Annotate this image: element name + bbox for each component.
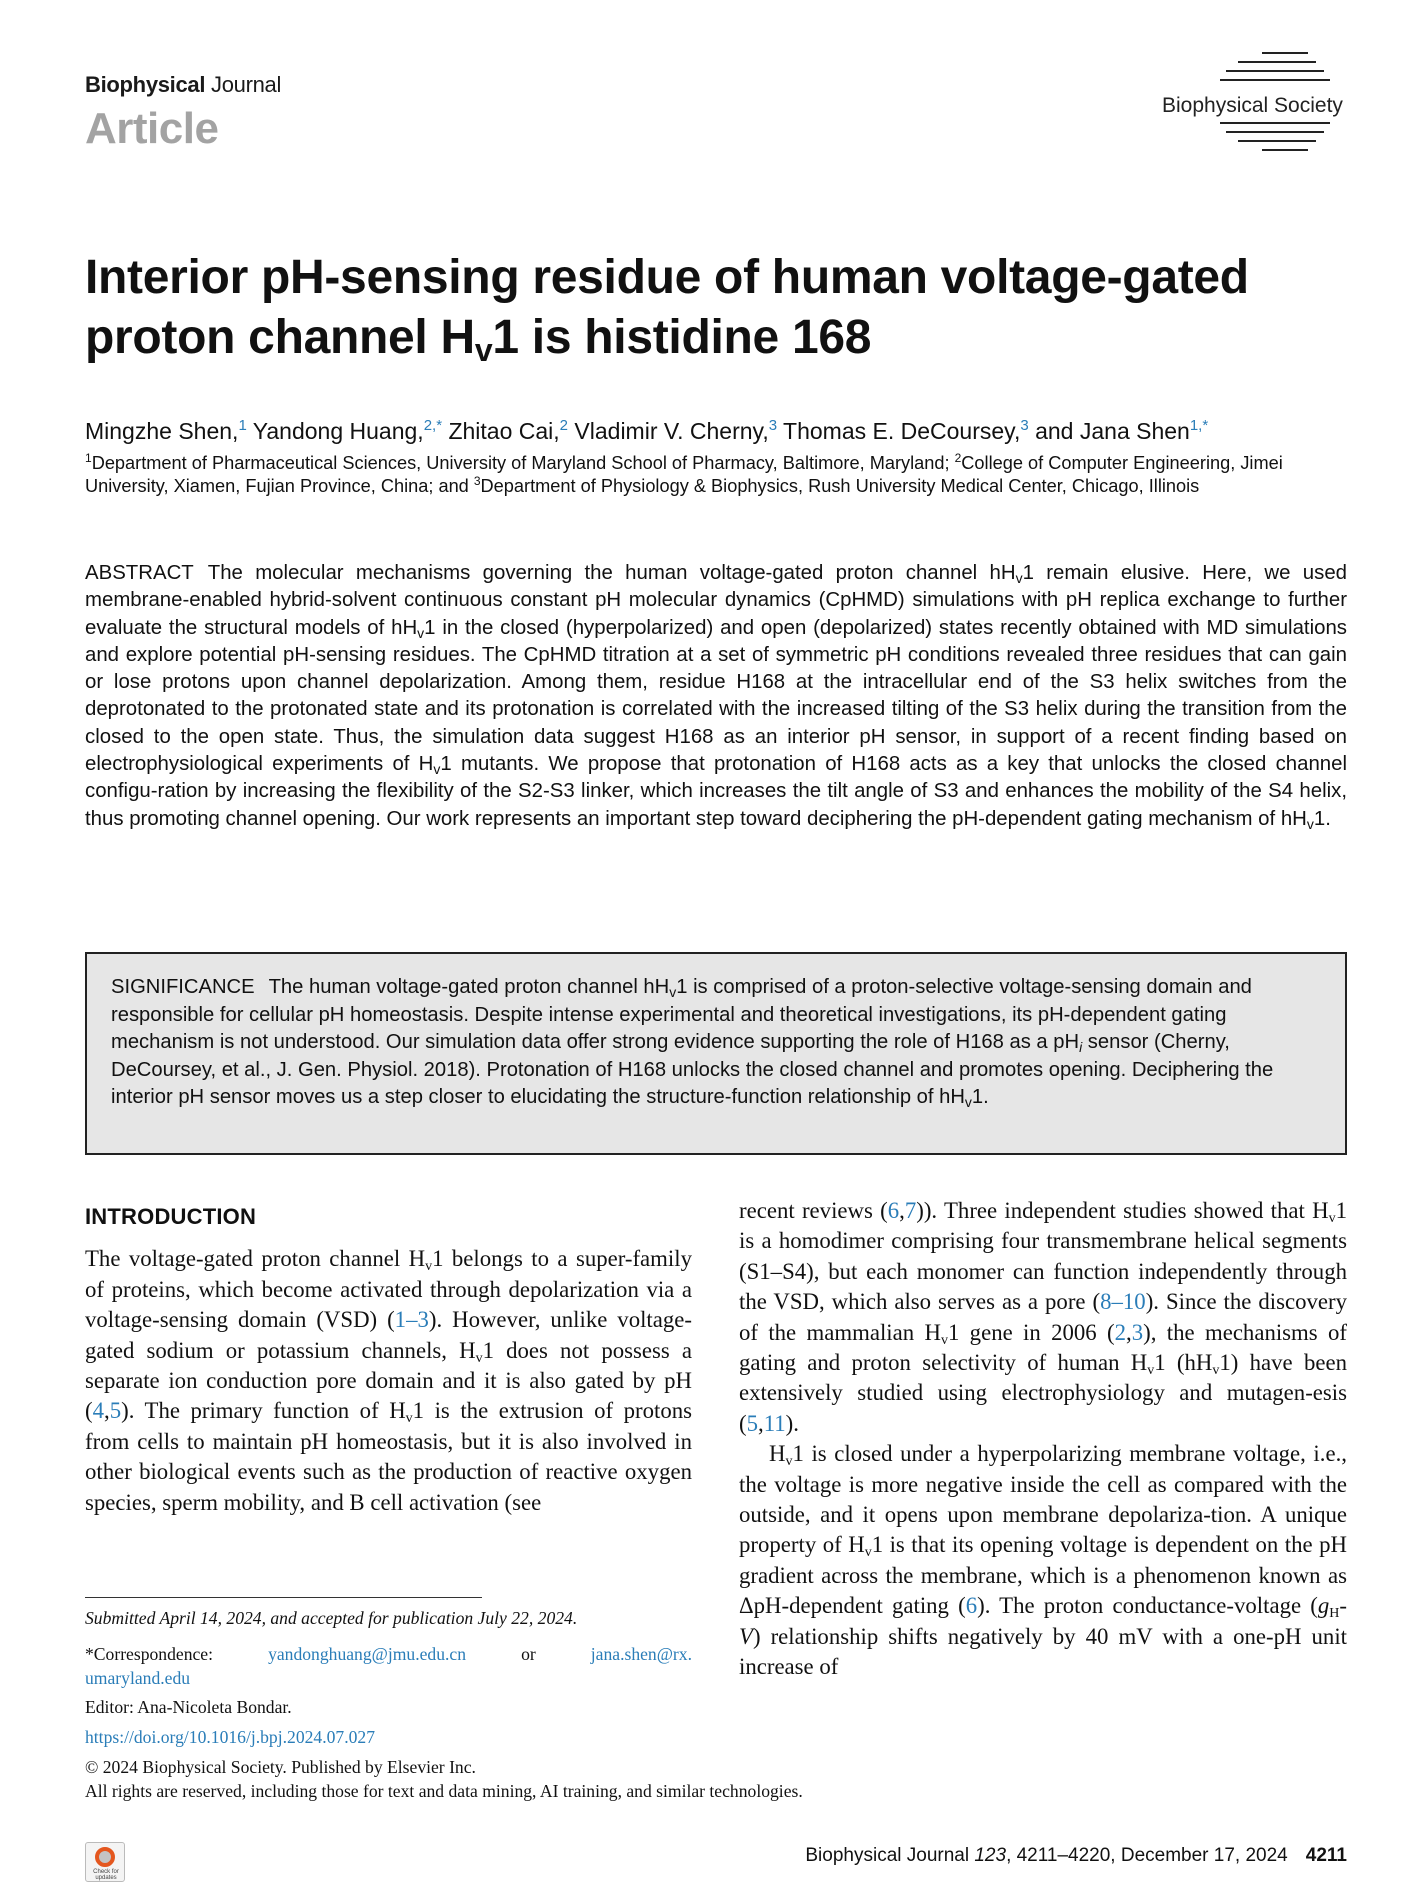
- significance-box: [85, 952, 1347, 1155]
- correspondence-note: [85, 1642, 692, 1690]
- text: 1 is closed under a hyperpolarizing membrane voltage, i.e., the voltage is more negative inside the cell as compared with the outside, and it opens upon membrane depolariza-tion. A unique property of H: [739, 1441, 1347, 1558]
- significance-text: [111, 974, 1326, 1112]
- reference-link[interactable]: 6: [965, 1593, 978, 1619]
- email-link[interactable]: jana.shen@rx.: [590, 1644, 692, 1664]
- text: 1 is the extrusion of protons from cells to maintain pH homeostasis, but it is also involved in other biological events such as the production of reactive oxygen species, sperm mobility, and B cell activation (see: [85, 1398, 692, 1515]
- text: ). The proton conductance-voltage (: [977, 1593, 1318, 1619]
- author-affiliation-link[interactable]: 2,*: [423, 417, 443, 434]
- text: 1 gene in 2006 (: [947, 1319, 1115, 1345]
- doi-link-container: [85, 1727, 375, 1748]
- copyright-note: © 2024 Biophysical Society. Published by Elsevier Inc.: [85, 1757, 476, 1777]
- abstract-label: ABSTRACT: [85, 562, 194, 584]
- subscript: v: [475, 1350, 483, 1366]
- correspondence-label: *Correspondence:: [85, 1644, 214, 1664]
- subscript: v: [964, 1094, 972, 1111]
- affiliation-marker: 1: [85, 451, 92, 465]
- text: 1 is that its opening voltage is dependent on the pH gradient across the membrane, which is a phenomenon known as ΔpH-dependent gating (: [739, 1532, 1347, 1619]
- affiliation-marker: 3: [473, 474, 481, 488]
- subscript: v: [405, 1411, 413, 1427]
- subscript: v: [1306, 815, 1314, 832]
- reference-link[interactable]: 4: [92, 1398, 104, 1424]
- footer-pages: , 4211–4220, December 17, 2024: [1006, 1845, 1288, 1866]
- footnote-divider: [85, 1597, 482, 1598]
- author-name: Vladimir V. Cherny,: [568, 418, 769, 444]
- intro-paragraph: The voltage-gated proton channel $H_v1$ belongs to a super-family of proteins, which become activated through depolarization via a voltage-sensing domain (VSD) (1–3). However, unlike voltage-gated sodium or potassium channels, $H_v1$ does not possess a separate ion conduction pore domain and it is also gated by pH (4,5). The primary function of $H_v1$ is the extrusion of protons from cells to maintain pH homeostasis, but it is also involved in other biological events such as the production of reactive oxygen species, sperm mobility, and B cell activation (see: [85, 1246, 692, 1515]
- affiliation-text: Department of Physiology & Biophysics, Rush University Medical Center, Chicago, Illinois: [480, 476, 1200, 496]
- abstract-text: 1.: [1313, 807, 1331, 830]
- significance-fragment: sensor (Cherny, DeCoursey, et al., J. Gen. Physiol. 2018). Protonation of H168 unlocks the closed channel and promotes opening. Deciphering the interior pH sensor moves us a step closer to elucidating the structure-function relationship of hH: [111, 1031, 1274, 1109]
- author-name: and Jana Shen: [1028, 418, 1190, 444]
- author-list: [85, 418, 1375, 445]
- subscript: v: [1147, 1363, 1155, 1379]
- reference-link[interactable]: 11: [763, 1410, 786, 1436]
- journal-name: [85, 72, 281, 98]
- text: ). However, unlike voltage-gated sodium or potassium channels, H: [85, 1307, 692, 1363]
- author-name: Yandong Huang,: [246, 418, 424, 444]
- significance-fragment: 1.: [971, 1086, 989, 1109]
- footer-volume: 123: [974, 1845, 1007, 1866]
- reference-link[interactable]: 7: [904, 1198, 917, 1223]
- title-subscript: v: [474, 332, 493, 368]
- author-name: Mingzhe Shen,: [85, 418, 239, 444]
- author-affiliation-link[interactable]: 1: [238, 417, 247, 434]
- subscript: v: [425, 1259, 433, 1275]
- society-name: Biophysical Society: [1158, 94, 1347, 118]
- text: ). The primary function of H: [121, 1398, 406, 1424]
- title-line-1: Interior pH-sensing residue of human voltage-gated: [85, 251, 1249, 304]
- email-link[interactable]: umaryland.edu: [85, 1668, 191, 1688]
- reference-link[interactable]: 3: [1131, 1319, 1144, 1345]
- page-number: 4211: [1305, 1845, 1347, 1866]
- text: 1 belongs to a super-family of proteins, which become activated through depolarization via a voltage-sensing domain (VSD) (: [85, 1246, 692, 1333]
- subscript: v: [1015, 570, 1023, 586]
- text: 1 does not possess a separate ion conduction pore domain and it is also gated by pH (: [85, 1337, 692, 1424]
- text: recent reviews (: [739, 1198, 888, 1223]
- subscript: v: [785, 1454, 793, 1470]
- significance-fragment: The human voltage-gated proton channel hH: [268, 976, 670, 998]
- subscript: v: [669, 984, 677, 1000]
- reference-link[interactable]: 2: [1114, 1319, 1127, 1345]
- text: g: [1317, 1593, 1330, 1619]
- reference-link[interactable]: 5: [109, 1398, 122, 1424]
- email-link[interactable]: yandonghuang@jmu.edu.cn: [268, 1644, 467, 1664]
- reference-link[interactable]: 6: [887, 1198, 900, 1223]
- introduction-right-column: [739, 1196, 1347, 1683]
- intro-paragraph: [739, 1439, 1347, 1682]
- abstract-text: 1 remain elusive. Here, we used membrane-enabled hybrid-solvent continuous constant pH molecular dynamics (CpHMD) simulations with pH replica exchange to further evaluate the structural models of hH: [85, 562, 1348, 639]
- subscript: i: [1079, 1039, 1083, 1056]
- abstract-text: The molecular mechanisms governing the human voltage-gated proton channel hH: [207, 562, 1016, 584]
- affiliation-text: Department of Pharmaceutical Sciences, University of Maryland School of Pharmacy, Baltimore, Maryland;: [91, 453, 955, 473]
- text: -V: [739, 1593, 1347, 1649]
- check-for-updates-badge[interactable]: [85, 1842, 125, 1882]
- subscript: v: [433, 761, 441, 778]
- abstract-text: 1 mutants. We propose that protonation of H168 acts as a key that unlocks the closed channel configu-ration by increasing the flexibility of the S2-S3 linker, which increases the tilt angle of S3 and enhances the mobility of the S4 helix, thus promoting channel opening. Our work represents an important step toward deciphering the pH-dependent gating mechanism of hH: [85, 753, 1347, 830]
- introduction-heading: INTRODUCTION: [85, 1204, 257, 1229]
- significance-fragment: 1 is comprised of a proton-selective voltage-sensing domain and responsible for cellular pH homeostasis. Despite intense experimental and theoretical investigations, its pH-dependent gating mechanism is not understood. Our simulation data offer strong evidence supporting the role of H168 as a pH: [111, 976, 1252, 1054]
- subscript: H: [1329, 1606, 1340, 1622]
- journal-name-bold: Biophysical: [85, 72, 206, 97]
- text: )). Three independent studies showed that H: [916, 1198, 1329, 1223]
- article-title: [85, 248, 1365, 368]
- badge-caption: Check for updates: [93, 1869, 119, 1881]
- subscript: v: [1212, 1363, 1220, 1379]
- author-affiliation-link[interactable]: 3: [768, 417, 778, 434]
- title-line-2-pre: proton channel H: [85, 311, 475, 364]
- subscript: v: [940, 1332, 948, 1348]
- editor-note: Editor: Ana-Nicoleta Bondar.: [85, 1697, 292, 1717]
- article-type-label: Article: [85, 104, 219, 153]
- reference-link[interactable]: 1–3: [394, 1307, 429, 1333]
- text: ).: [785, 1410, 799, 1436]
- text: 1 is a homodimer comprising four transmembrane helical segments (S1–S4), but each monomer can function independently through the VSD, which also serves as a pore (: [739, 1198, 1347, 1315]
- author-affiliation-link[interactable]: 2: [559, 417, 569, 434]
- text: 1 (hH: [1154, 1350, 1213, 1376]
- text: 1) have been extensively studied using electrophysiology and mutagen-esis (: [739, 1350, 1347, 1436]
- author-affiliation-link[interactable]: 3: [1020, 417, 1029, 434]
- doi-link[interactable]: https://doi.org/10.1016/j.bpj.2024.07.027: [85, 1727, 375, 1747]
- introduction-left-column: [85, 1202, 692, 1518]
- author-name: Zhitao Cai,: [442, 418, 560, 444]
- author-name: Thomas E. DeCoursey,: [777, 418, 1021, 444]
- text: ) relationship shifts negatively by 40 mV with a one-pH unit increase of: [739, 1623, 1347, 1680]
- text: or: [521, 1644, 536, 1664]
- footer-citation: [805, 1845, 1347, 1867]
- reference-link[interactable]: 5: [746, 1410, 758, 1436]
- affiliation-text: College of Computer Engineering, Jimei University, Xiamen, Fujian Province, China; and: [85, 453, 1283, 496]
- text: H: [769, 1441, 786, 1467]
- title-line-2-post: 1 is histidine 168: [492, 311, 872, 364]
- affiliations: [85, 452, 1360, 498]
- text: The voltage-gated proton channel H: [85, 1246, 426, 1272]
- reference-link[interactable]: 8–10: [1100, 1289, 1146, 1315]
- subscript: v: [864, 1545, 872, 1561]
- text: ), the mechanisms of gating and proton selectivity of human H: [739, 1319, 1347, 1376]
- text: ). Since the discovery of the mammalian H: [739, 1289, 1348, 1345]
- subscript: v: [1328, 1211, 1336, 1226]
- significance-label: SIGNIFICANCE: [111, 976, 255, 998]
- intro-paragraph: recent reviews (6,7)). Three independent studies showed that $H_v1$ is a homodimer comprising four transmembrane helical segments (S1–S4), but each monomer can function independently through the VSD, which also serves as a pore (8–10). Since the discovery of the mammalian $H_v1$ gene in 2006 (2,3), the mechanisms of gating and proton selectivity of human $H_v1$ $(hH_v1)$ have been extensively studied using electrophysiology and mutagen-esis (5,11).: [739, 1198, 1348, 1436]
- rights-note: All rights are reserved, including those for text and data mining, AI training, and similar technologies.: [85, 1781, 803, 1801]
- subscript: v: [417, 624, 425, 641]
- abstract-text: 1 in the closed (hyperpolarized) and open (depolarized) states recently obtained with MD simulations and explore potential pH-sensing residues. The CpHMD titration at a set of symmetric pH conditions revealed three residues that can gain or lose protons upon channel depolarization. Among them, residue H168 at the intracellular end of the S3 helix switches from the deprotonated to the protonated state and its protonation is correlated with the increased tilting of the S3 helix during the transition from the closed to the open state. Thus, the simulation data suggest H168 as an interior pH sensor, in support of a recent finding based on electrophysiological experiments of H: [85, 616, 1347, 776]
- submitted-note: Submitted April 14, 2024, and accepted for publication July 22, 2024.: [85, 1608, 578, 1628]
- affiliation-marker: 2: [954, 451, 962, 465]
- biophysical-society-logo: [1150, 52, 1350, 156]
- footer-journal: Biophysical Journal: [805, 1845, 975, 1866]
- author-affiliation-link[interactable]: 1,*: [1189, 417, 1209, 434]
- check-for-updates-icon: [95, 1847, 115, 1867]
- journal-name-rest: Journal: [205, 72, 282, 97]
- abstract: [85, 560, 1347, 833]
